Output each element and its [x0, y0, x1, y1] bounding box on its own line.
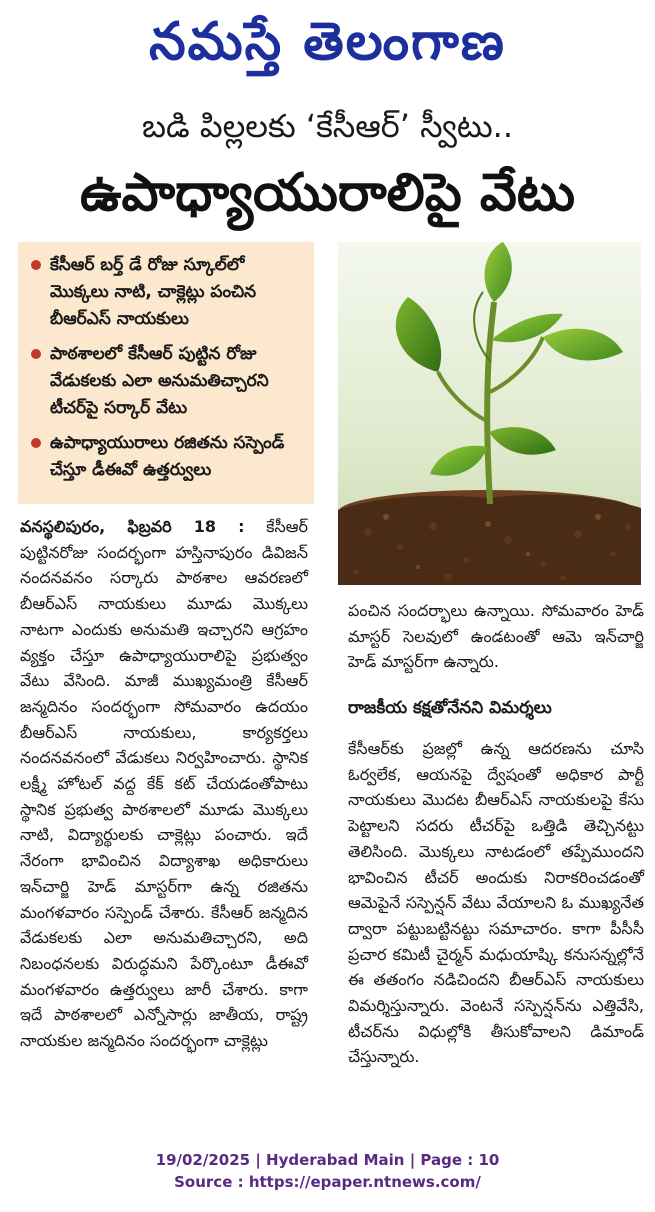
article-subheading: రాజకీయ కక్షతోనేనని విమర్శలు — [348, 698, 552, 718]
main-headline: ఉపాధ్యాయురాలిపై వేటు — [80, 163, 575, 223]
article-column-left — [20, 514, 308, 1054]
highlights-box — [18, 242, 314, 504]
dateline: వనస్థలిపురం, ఫిబ్రవరి 18 : — [20, 517, 245, 536]
footer-date-edition: 19/02/2025 | Hyderabad Main | Page : 10 — [155, 1151, 500, 1169]
article-column-right-top: పంచిన సందర్భాలు ఉన్నాయి. సోమవారం హెడ్ మాస్టర్ సెలవులో ఉండటంతో ఆమె ఇన్‌చార్జి హెడ్ మాస్టర్‌గా ఉన్నారు. — [348, 601, 644, 672]
kicker-headline: బడి పిల్లలకు ‘కేసీఆర్’ స్వీటు.. — [141, 107, 513, 145]
footer-source: Source : https://epaper.ntnews.com/ — [174, 1173, 481, 1191]
highlight-text: పాఠశాలలో కేసీఆర్ పుట్టిన రోజు వేడుకలకు ఎలా అనుమతిచ్చారని టీచర్‌పై సర్కార్ వేటు — [50, 344, 269, 418]
highlight-item — [28, 430, 304, 484]
highlight-item — [28, 252, 304, 333]
article-body-left: కేసీఆర్ పుట్టినరోజు సందర్భంగా హస్తినాపురం డివిజన్ నందనవనం సర్కారు పాఠశాల ఆవరణలో బీఆర్‌ఎస్ నాయకులు మూడు మొక్కలు నాటగా ఎందుకు అనుమతి ఇచ్చారని ఆగ్రహం వ్యక్తం చేస్తూ ఉపాధ్యాయురాలిపై ప్రభుత్వం వేటు వేసింది. మాజీ ముఖ్యమంత్రి కేసీఆర్ జన్మదినం సందర్భంగా సోమవారం ఉదయం బీఆర్‌ఎస్ నాయకులు, కార్యకర్తలు నందనవనంలో వేడుకలు నిర్వహించారు. స్థానిక లక్ష్మీ హోటల్ వద్ద కేక్ కట్ చేయడంతోపాటు స్థానిక ప్రభుత్వ పాఠశాలలో మూడు మొక్కలు నాటి, విద్యార్థులకు చాక్లెట్లు పంచారు. ఇదే నేరంగా భావించిన విద్యాశాఖ అధికారులు ఇన్‌చార్జి హెడ్ మాస్టర్‌గా ఉన్న రజితను మంగళవారం సస్పెండ్ చేశారు. కేసీఆర్ జన్మదిన వేడుకలకు ఎలా అనుమతిచ్చారని, అది నిబంధనలకు విరుద్ధమని పేర్కొంటూ డీఈవో మంగళవారం ఉత్తర్వులు జారీ చేశారు. కాగా ఇదే పాఠశాలలో ఎన్నోసార్లు జాతీయ, రాష్ట్ర నాయకుల జన్మదినం సందర్భంగా చాక్లెట్లు — [20, 517, 308, 1051]
bullet-icon — [31, 349, 41, 359]
bullet-icon — [31, 438, 41, 448]
highlight-text: ఉపాధ్యాయురాలు రజితను సస్పెండ్ చేస్తూ డీఈవో ఉత్తర్వులు — [50, 433, 285, 480]
highlight-text: కేసీఆర్ బర్త్ డే రోజు స్కూల్‌లో మొక్కలు నాటి, చాక్లెట్లు పంచిన బీఆర్‌ఎస్ నాయకులు — [50, 255, 257, 329]
article-column-right-bottom: కేసీఆర్‌కు ప్రజల్లో ఉన్న ఆదరణను చూసి ఓర్వలేక, ఆయనపై ద్వేషంతో అధికార పార్టీ నాయకులు మొదట బీఆర్‌ఎస్ నాయకులపై కేసు పెట్టాలని సదరు టీచర్‌పై ఒత్తిడి తెచ్చినట్టు తెలిసింది. మొక్కలు నాటడంలో తప్పేముందని భావించిన టీచర్ అందుకు నిరాకరించడంతో ఆమెపైనే సస్పెన్షన్ వేటు వేయాలని ఓ ముఖ్యనేత ద్వారా పట్టుబట్టినట్టు సమాచారం. కాగా పీసీసీ ప్రచార కమిటీ చైర్మన్ మధుయాష్కి కనుసన్నల్లోనే ఈ తతంగం నడిచిందని బీఆర్‌ఎస్ నాయకులు విమర్శిస్తున్నారు. వెంటనే సస్పెన్షన్‌ను ఎత్తివేసి, టీచర్‌ను విధుల్లోకి తీసుకోవాలని డిమాండ్ చేస్తున్నారు. — [348, 739, 644, 1067]
highlight-item — [28, 341, 304, 422]
masthead-logo: నమస్తే తెలంగాణ — [149, 12, 506, 72]
seedling-photo — [338, 242, 641, 585]
bullet-icon — [31, 260, 41, 270]
